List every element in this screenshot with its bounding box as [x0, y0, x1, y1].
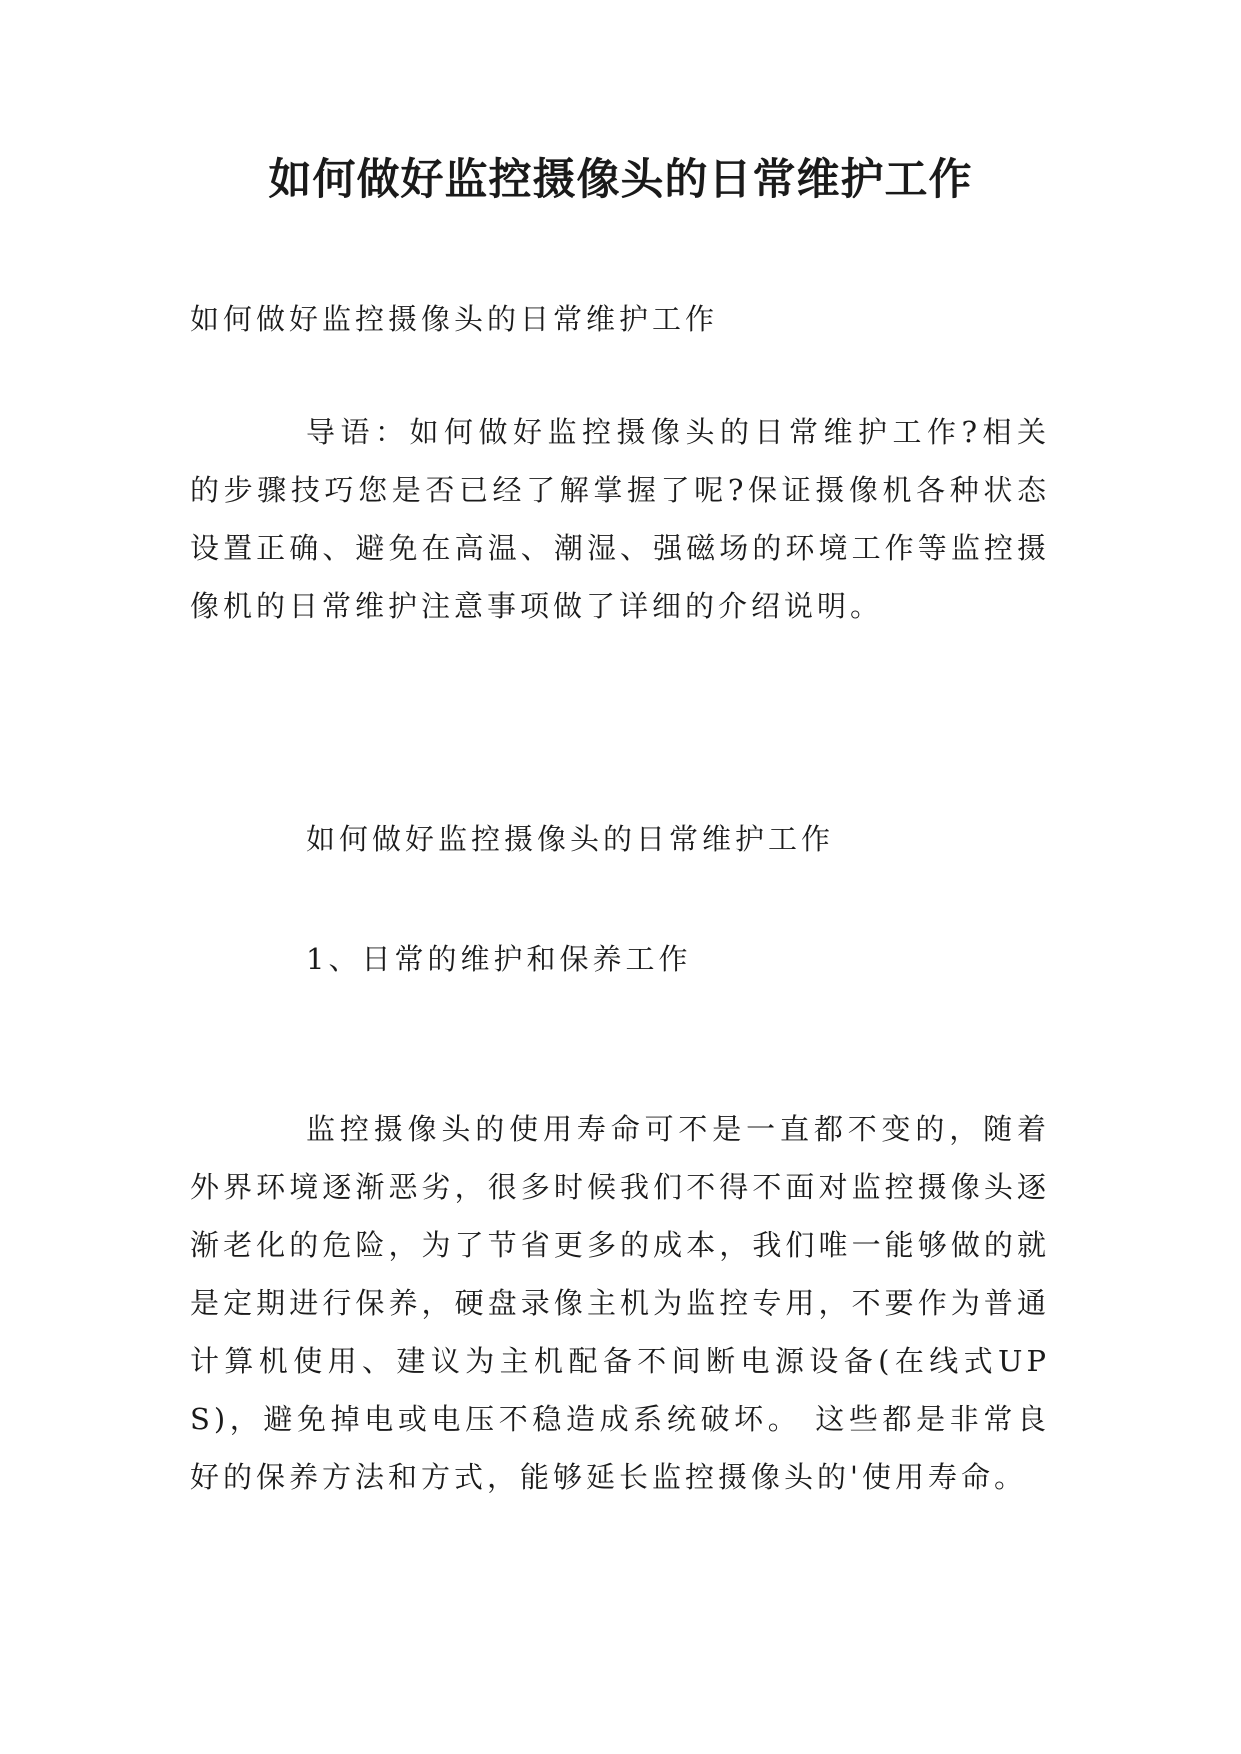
section-title: 如何做好监控摄像头的日常维护工作 — [306, 822, 835, 856]
page-title: 如何做好监控摄像头的日常维护工作 — [268, 155, 973, 205]
body-paragraph: 监控摄像头的使用寿命可不是一直都不变的，随着外界环境逐渐恶劣，很多时候我们不得不面对监控摄像头逐渐老化的危险，为了节省更多的成本，我们唯一能够做的就是定期进行保养，硬盘录像主机为监控专用，不要作为普通计算机使用、建议为主机配备不间断电源设备(在线式UPS)，避免掉电或电压不稳造成系统破坏。 这些都是非常良好的保养方法和方式，能够延长监控摄像头的'使用寿命。 — [190, 1112, 1050, 1494]
intro-paragraph: 导语：如何做好监控摄像头的日常维护工作?相关的步骤技巧您是否已经了解掌握了呢?保证摄像机各种状态设置正确、避免在高温、潮湿、强磁场的环境工作等监控摄像机的日常维护注意事项做了详细的介绍说明。 — [190, 415, 1050, 623]
document-subtitle: 如何做好监控摄像头的日常维护工作 — [190, 302, 719, 336]
section-heading: 1、日常的维护和保养工作 — [306, 942, 692, 976]
